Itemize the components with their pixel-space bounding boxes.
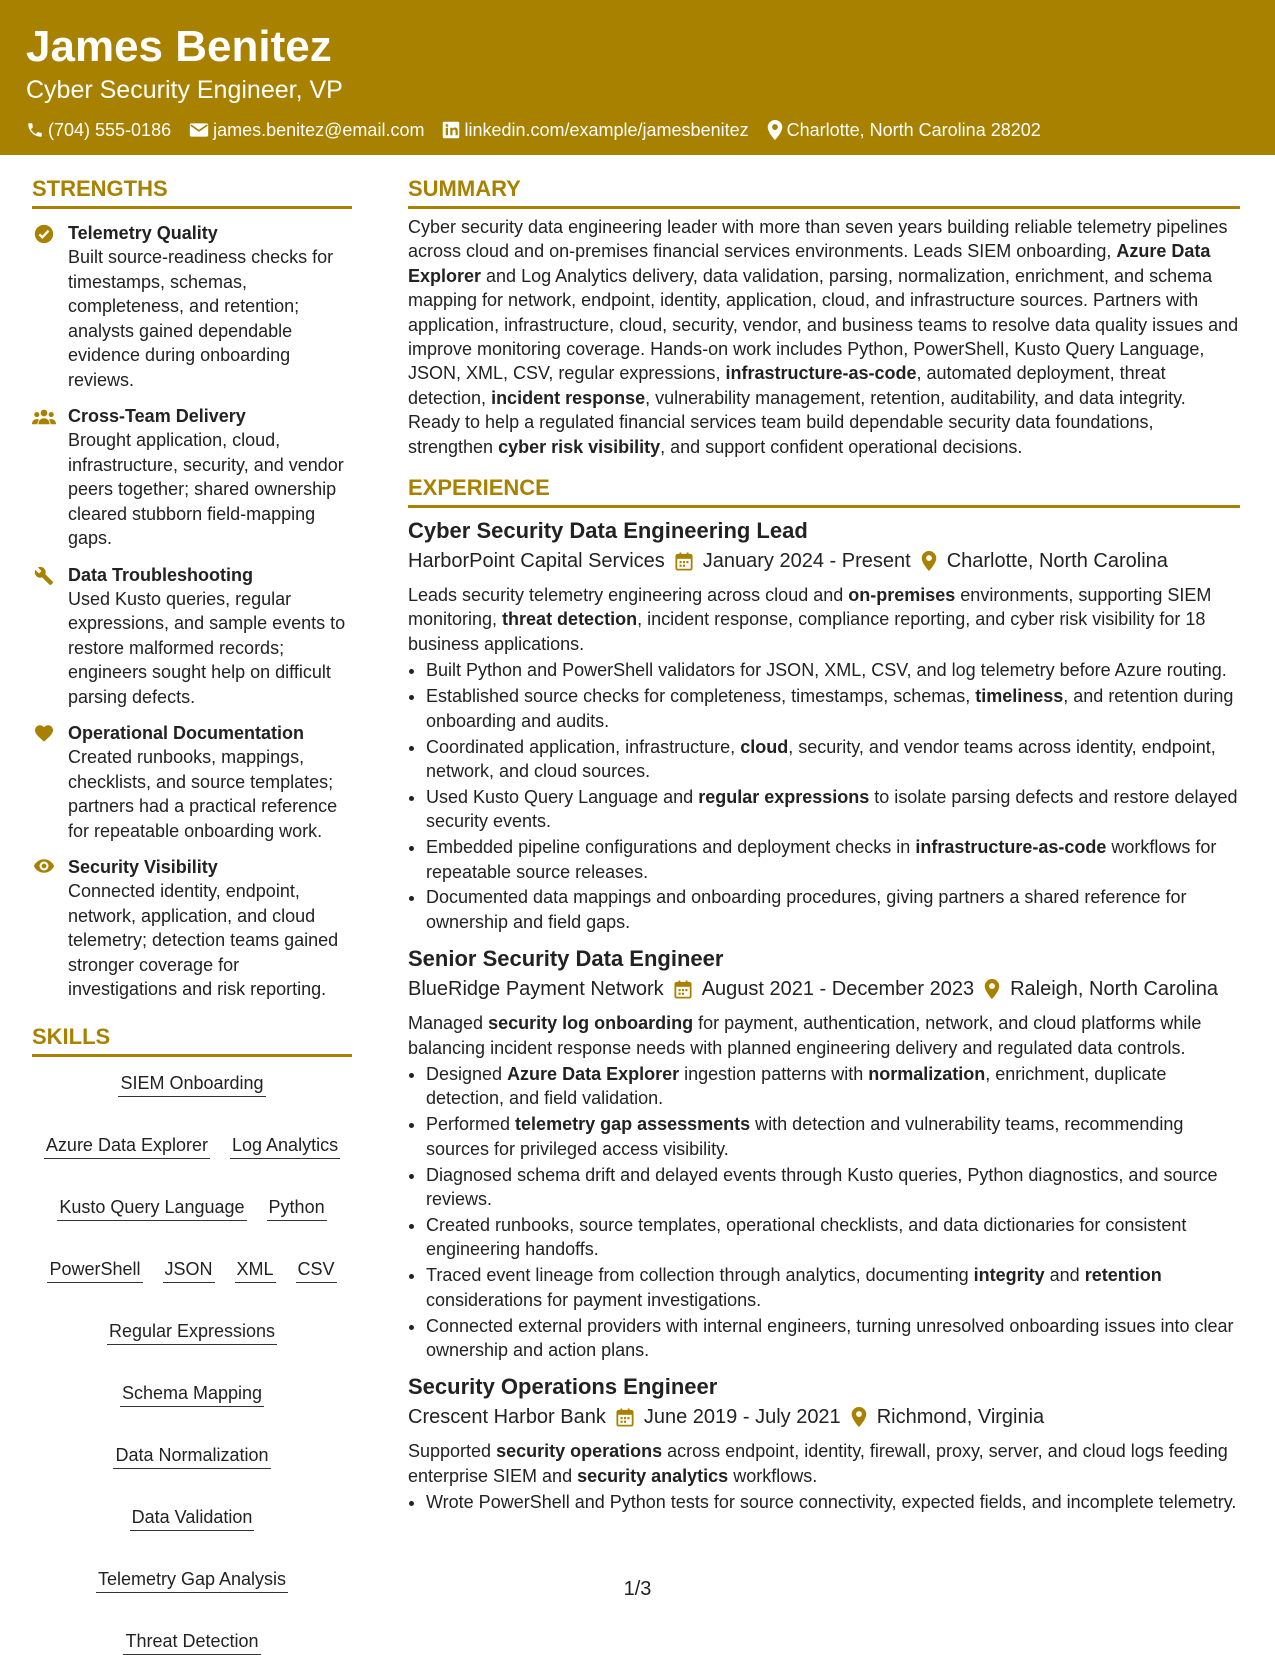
bold-text: timeliness [975, 686, 1064, 707]
candidate-name: James Benitez [26, 22, 332, 71]
strength-item [32, 404, 352, 551]
text-run: to isolate parsing defects and restore delayed security events. [426, 786, 1238, 832]
strength-title: Security Visibility [68, 857, 218, 877]
bullet-item [426, 1490, 1240, 1514]
envelope-icon [189, 122, 209, 138]
team-icon [32, 407, 56, 427]
job-location: Charlotte, North Carolina [946, 550, 1168, 573]
bullet-item [426, 1163, 1240, 1212]
skill-tag: Kusto Query Language [57, 1195, 246, 1221]
text-run: , and retention during onboarding and audits. [426, 686, 1234, 731]
strength-item [32, 563, 352, 710]
text-run: workflows for repeatable source releases. [426, 837, 1217, 882]
text-run: Connected external providers with internal engineers, turning unresolved onboarding issues into clear ownership and action plans. [426, 1315, 1234, 1361]
skill-tag: Telemetry Gap Analysis [96, 1567, 288, 1593]
bold-text: Azure Data Explorer [408, 241, 1211, 286]
skill-tag: Schema Mapping [120, 1381, 264, 1407]
text-run: Designed [426, 1064, 508, 1085]
text-run: , and support confident operational decisions. [660, 436, 1023, 457]
skill-tag: CSV [296, 1257, 337, 1283]
job-description [408, 1011, 1240, 1060]
bold-text: threat detection [502, 609, 638, 630]
strength-text: Brought application, cloud, infrastructure, security, and vendor peers together; shared ownership cleared stubborn field-mapping gaps. [68, 430, 344, 548]
text-run: Diagnosed schema drift and delayed events through Kusto queries, Python diagnostics, and source reviews. [426, 1164, 1218, 1210]
strength-title: Operational Documentation [68, 723, 305, 743]
skill-tag: SIEM Onboarding [118, 1071, 265, 1097]
text-run: , incident response, compliance reporting, and cyber risk visibility for 18 business applications. [408, 609, 1206, 654]
text-run: Supported [408, 1441, 497, 1462]
bold-text: on-premises [848, 585, 956, 606]
job-company: Crescent Harbor Bank [408, 1406, 606, 1429]
skill-tag: Python [267, 1195, 327, 1221]
bold-text: normalization [868, 1064, 986, 1085]
bold-text: cloud [740, 736, 789, 757]
job-title: Security Operations Engineer [408, 1374, 718, 1400]
bullet-item [426, 1062, 1240, 1111]
job-meta [408, 1403, 1240, 1431]
text-run: Cyber security data engineering leader with more than seven years building reliable telemetry pipelines across cloud and on-premises financial services environments. Leads SIEM onboarding, [408, 217, 1228, 262]
text-run: environments, supporting SIEM monitoring, [408, 585, 1212, 630]
text-run: , vulnerability management, retention, auditability, and data integrity. Ready to help a regulated financial services team build dependable security data foundations, strengthen [408, 387, 1186, 457]
bold-text: Azure Data Explorer [507, 1064, 680, 1085]
candidate-title: Cyber Security Engineer, VP [26, 76, 343, 104]
text-run: Used Kusto Query Language and [426, 786, 699, 807]
text-run: Established source checks for completeness, timestamps, schemas, [426, 686, 976, 707]
calendar-icon [674, 980, 692, 999]
strength-item [32, 221, 352, 392]
text-run: for payment, authentication, network, and cloud platforms while balancing incident response needs with planned engineering delivery and regulated data controls. [408, 1013, 1202, 1058]
strength-text: Used Kusto queries, regular expressions, and sample events to restore malformed records; engineers sought help on difficult parsing defects. [68, 588, 346, 707]
skills-heading: SKILLS [32, 1022, 352, 1057]
bold-text: retention [1084, 1265, 1162, 1286]
location-text: Charlotte, North Carolina 28202 [786, 120, 1041, 140]
strength-item [32, 721, 352, 843]
text-run: Coordinated application, infrastructure, [426, 736, 741, 757]
map-pin-icon [851, 1407, 867, 1427]
text-run: Embedded pipeline configurations and deployment checks in [426, 837, 916, 858]
strengths-heading: STRENGTHS [32, 174, 352, 209]
strength-title: Data Troubleshooting [68, 564, 254, 585]
skill-tag: XML [235, 1257, 276, 1283]
skill-tag: JSON [163, 1257, 215, 1283]
strength-text: Created runbooks, mappings, checklists, and source templates; partners had a practical reference for repeatable onboarding work. [68, 747, 338, 841]
bold-text: infrastructure-as-code [915, 837, 1107, 858]
bold-text: security analytics [577, 1465, 729, 1486]
job-bullets [408, 1062, 1240, 1362]
text-run: across endpoint, identity, firewall, proxy, server, and cloud logs feeding enterprise SIEM and [408, 1441, 1228, 1486]
strength-title: Telemetry Quality [68, 223, 218, 243]
bullet-item [426, 785, 1240, 834]
bold-text: regular expressions [698, 786, 870, 807]
job-title: Senior Security Data Engineer [408, 946, 724, 972]
text-run: Traced event lineage from collection through analytics, documenting [426, 1265, 974, 1286]
linkedin-text: linkedin.com/example/jamesbenitez [464, 120, 749, 140]
summary-heading: SUMMARY [408, 174, 1240, 209]
skill-tag: Data Validation [130, 1505, 255, 1531]
job-entry [408, 944, 1240, 1362]
text-run: Created runbooks, source templates, operational checklists, and data dictionaries for consistent engineering handoffs. [426, 1215, 1187, 1260]
strength-item [32, 855, 352, 1002]
map-pin-icon [984, 979, 1000, 999]
bold-text: incident response [491, 387, 646, 408]
linkedin-icon [442, 121, 460, 139]
phone-icon [26, 121, 44, 139]
strength-text: Built source-readiness checks for timestamps, schemas, completeness, and retention; analysts gained dependable evidence during onboarding reviews. [68, 247, 334, 390]
left-column [32, 174, 352, 1655]
bullet-item [426, 835, 1240, 884]
strength-text: Connected identity, endpoint, network, application, and cloud telemetry; detection teams gained stronger coverage for investigations and risk reporting. [68, 881, 339, 999]
experience-heading: EXPERIENCE [408, 473, 1240, 508]
bold-text: integrity [973, 1265, 1045, 1286]
skills-list [32, 1071, 352, 1655]
text-run: , security, and vendor teams across identity, endpoint, network, and cloud sources. [426, 736, 1216, 781]
bold-text: telemetry gap assessments [515, 1114, 751, 1135]
bullet-item [426, 658, 1240, 682]
strength-title: Cross-Team Delivery [68, 406, 246, 426]
bold-text: cyber risk visibility [498, 436, 661, 457]
text-run: Documented data mappings and onboarding procedures, giving partners a shared reference for ownership and field gaps. [426, 887, 1187, 932]
text-run: , automated deployment, threat detection, [408, 363, 1166, 408]
job-entry [408, 516, 1240, 934]
text-run: Built Python and PowerShell validators for JSON, XML, CSV, and log telemetry before Azure routing. [426, 660, 1227, 681]
text-run: considerations for payment investigations. [426, 1289, 762, 1310]
text-run: workflows. [728, 1465, 818, 1486]
calendar-icon [675, 552, 693, 571]
bold-text: security operations [496, 1441, 663, 1462]
skill-tag: Log Analytics [230, 1133, 340, 1159]
text-run: Performed [426, 1114, 516, 1135]
job-entry [408, 1372, 1240, 1514]
job-company: BlueRidge Payment Network [408, 978, 664, 1001]
phone-text: (704) 555-0186 [48, 120, 172, 140]
text-run: , enrichment, duplicate detection, and field validation. [426, 1064, 1167, 1109]
bold-text: security log onboarding [488, 1013, 694, 1034]
right-column [408, 174, 1240, 1516]
text-run: Managed [408, 1013, 489, 1034]
text-run: Leads security telemetry engineering across cloud and [408, 585, 849, 606]
skill-tag: Threat Detection [123, 1629, 260, 1655]
text-run: and [1044, 1265, 1085, 1286]
job-title: Cyber Security Data Engineering Lead [408, 518, 808, 544]
job-description [408, 1439, 1240, 1488]
job-description [408, 583, 1240, 656]
job-bullets [408, 1490, 1240, 1514]
resume-header [0, 0, 1275, 155]
calendar-icon [616, 1408, 634, 1427]
job-dates: August 2021 - December 2023 [701, 978, 975, 1001]
page-number: 1/3 [623, 1578, 652, 1600]
text-run: Wrote PowerShell and Python tests for source connectivity, expected fields, and incomplete telemetry. [426, 1492, 1237, 1513]
summary-text [408, 215, 1240, 459]
job-meta [408, 975, 1240, 1003]
job-bullets [408, 658, 1240, 934]
contact-linkedin[interactable] [442, 118, 748, 142]
contact-email[interactable] [189, 118, 424, 142]
skill-tag: Regular Expressions [107, 1319, 277, 1345]
job-dates: June 2019 - July 2021 [643, 1406, 841, 1429]
check-circle-icon [34, 224, 54, 244]
skill-tag: Data Normalization [113, 1443, 270, 1469]
text-run: ingestion patterns with [679, 1064, 869, 1085]
bullet-item [426, 735, 1240, 784]
bullet-item [426, 684, 1240, 733]
job-meta [408, 547, 1240, 575]
bullet-item [426, 1314, 1240, 1363]
skill-tag: PowerShell [47, 1257, 142, 1283]
bullet-item [426, 885, 1240, 934]
skill-tag: Azure Data Explorer [44, 1133, 210, 1159]
bullet-item [426, 1112, 1240, 1161]
text-run: and Log Analytics delivery, data validation, parsing, normalization, enrichment, and schema mapping for network, endpoint, identity, application, cloud, and infrastructure sources. Partners with application, infrastructure, cloud, security, vendor, and business teams to resolve data quality issues and improve monitoring coverage. Hands-on work includes Python, PowerShell, Kusto Query Language, JSON, XML, CSV, regular expressions, [408, 265, 1239, 384]
eye-icon [33, 858, 55, 874]
map-pin-icon [767, 120, 783, 140]
contact-bar [26, 118, 1249, 142]
job-location: Raleigh, North Carolina [1010, 978, 1218, 1001]
map-pin-icon [921, 551, 937, 571]
job-location: Richmond, Virginia [876, 1406, 1045, 1429]
bullet-item [426, 1213, 1240, 1262]
email-text: james.benitez@email.com [213, 120, 425, 140]
contact-location [767, 118, 1041, 142]
job-dates: January 2024 - Present [702, 550, 911, 573]
heart-icon [34, 724, 54, 742]
bullet-item [426, 1263, 1240, 1312]
contact-phone[interactable] [26, 118, 171, 142]
job-company: HarborPoint Capital Services [408, 550, 665, 573]
text-run: with detection and vulnerability teams, recommending sources for privileged access visibility. [426, 1114, 1184, 1159]
bold-text: infrastructure-as-code [725, 363, 917, 384]
wrench-icon [34, 566, 54, 586]
